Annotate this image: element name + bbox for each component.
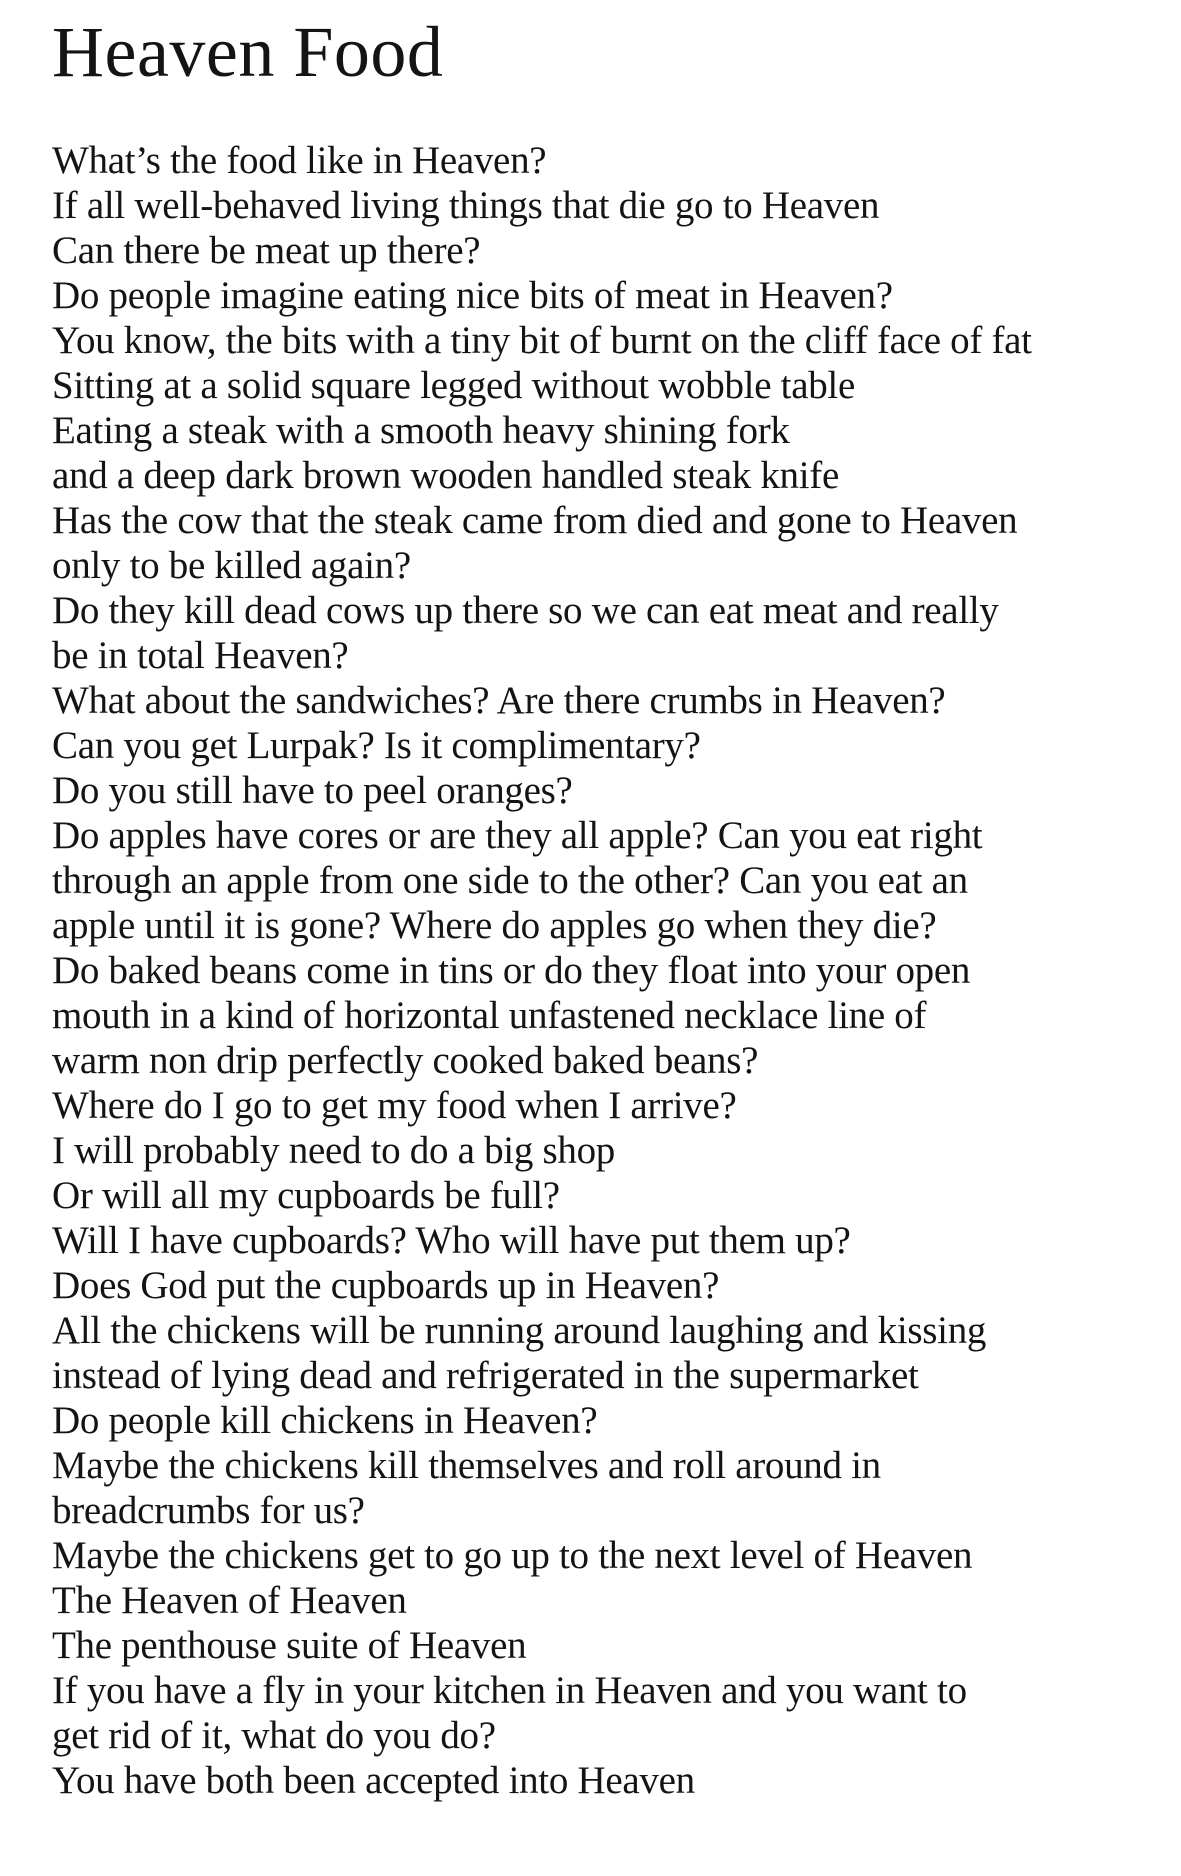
poem-line: Has the cow that the steak came from died and gone to Heaven [52, 499, 1018, 542]
poem-line: Where do I go to get my food when I arrive? [52, 1084, 737, 1127]
poem-line: Or will all my cupboards be full? [52, 1174, 560, 1217]
poem-line: Can you get Lurpak? Is it complimentary? [52, 724, 701, 767]
poem-line: get rid of it, what do you do? [52, 1714, 496, 1757]
poem-line: only to be killed again? [52, 544, 411, 587]
poem-line: What’s the food like in Heaven? [52, 139, 547, 182]
poem-line: You have both been accepted into Heaven [52, 1759, 695, 1802]
poem-line: Do baked beans come in tins or do they float into your open [52, 949, 971, 992]
poem-line: Maybe the chickens kill themselves and roll around in [52, 1444, 881, 1487]
poem-line: Do people kill chickens in Heaven? [52, 1399, 598, 1442]
poem-line: breadcrumbs for us? [52, 1489, 365, 1532]
poem-line: The Heaven of Heaven [52, 1579, 407, 1622]
poem-line: Do they kill dead cows up there so we can eat meat and really [52, 589, 999, 632]
poem-line: be in total Heaven? [52, 634, 349, 677]
poem-line: Do you still have to peel oranges? [52, 769, 573, 812]
poem-line: Can there be meat up there? [52, 229, 481, 272]
poem-line: Do apples have cores or are they all apple? Can you eat right [52, 814, 983, 857]
poem-line: and a deep dark brown wooden handled steak knife [52, 454, 839, 497]
poem-line: instead of lying dead and refrigerated in the supermarket [52, 1354, 919, 1397]
poem-line: Will I have cupboards? Who will have put them up? [52, 1219, 851, 1262]
poem-line: All the chickens will be running around laughing and kissing [52, 1309, 987, 1352]
poem-line: mouth in a kind of horizontal unfastened necklace line of [52, 994, 927, 1037]
poem-line: Eating a steak with a smooth heavy shining fork [52, 409, 790, 452]
poem-line: Maybe the chickens get to go up to the next level of Heaven [52, 1534, 973, 1577]
poem-line: The penthouse suite of Heaven [52, 1624, 527, 1667]
poem-line: If all well-behaved living things that die go to Heaven [52, 184, 880, 227]
poem-line: Do people imagine eating nice bits of meat in Heaven? [52, 274, 893, 317]
page-title: Heaven Food [52, 12, 444, 92]
poem-line: If you have a fly in your kitchen in Heaven and you want to [52, 1669, 967, 1712]
poem-line: apple until it is gone? Where do apples go when they die? [52, 904, 937, 947]
poem-line: through an apple from one side to the other? Can you eat an [52, 859, 968, 902]
poem-line: warm non drip perfectly cooked baked beans? [52, 1039, 759, 1082]
poem-line: Sitting at a solid square legged without wobble table [52, 364, 855, 407]
poem-line: You know, the bits with a tiny bit of burnt on the cliff face of fat [52, 319, 1032, 362]
poem-line: Does God put the cupboards up in Heaven? [52, 1264, 720, 1307]
poem-body [52, 138, 1151, 1803]
poem-line: I will probably need to do a big shop [52, 1129, 615, 1172]
poem-line: What about the sandwiches? Are there crumbs in Heaven? [52, 679, 946, 722]
